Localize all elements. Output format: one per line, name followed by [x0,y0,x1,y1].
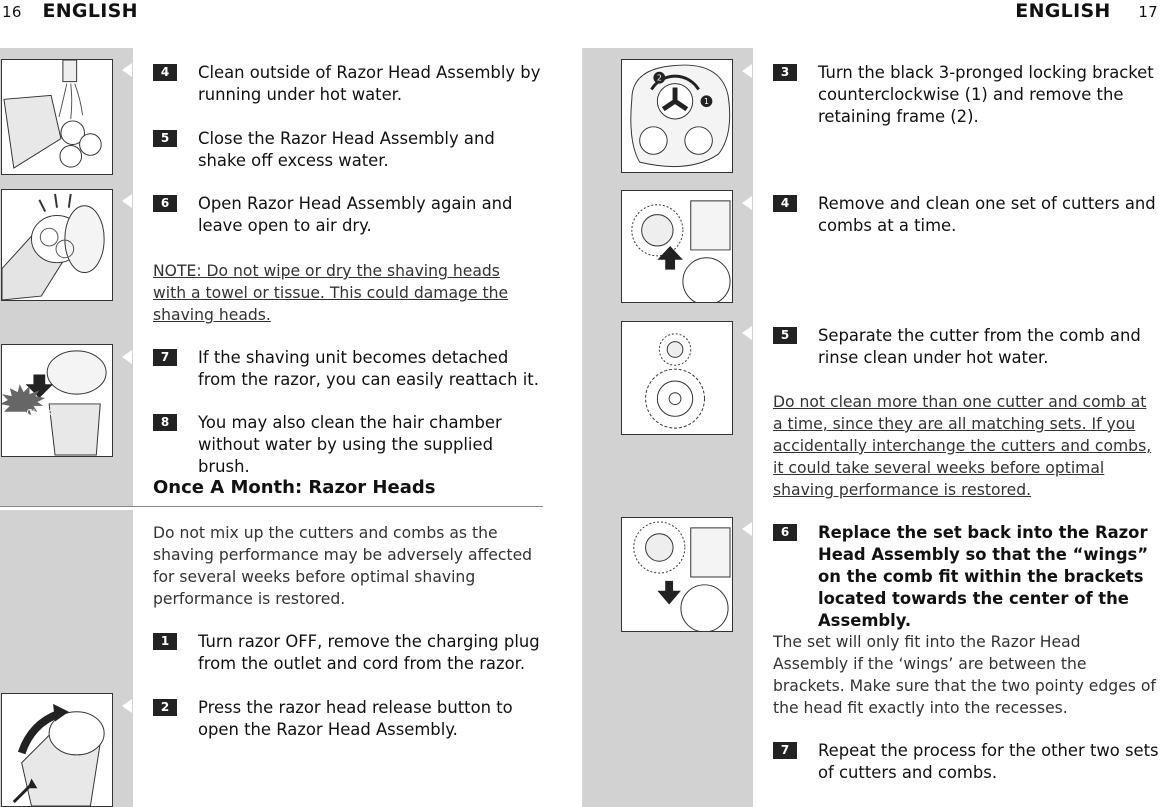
section-intro: Do not mix up the cutters and combs as the shaving performance may be adversely affected for several weeks before optimal shaving performance is restored. [153,524,533,608]
step-number: 8 [153,414,177,431]
pointer-triangle [122,63,132,77]
left-page-language: ENGLISH [42,0,138,22]
illustration-remove-cutters [621,190,733,303]
step-number: 2 [153,699,177,716]
right-page-language: ENGLISH [1015,0,1111,22]
step-text: Remove and clean one set of cutters and combs at a time. [818,194,1156,235]
illustration-rinse-head [1,59,113,175]
step-text: Turn razor OFF, remove the charging plug from the outlet and cord from the razor. [198,632,540,673]
step-number: 6 [153,195,177,212]
step-text: You may also clean the hair chamber without water by using the supplied brush. [198,413,502,476]
step-number: 1 [153,633,177,650]
step-number: 7 [773,742,797,759]
step-number: 7 [153,349,177,366]
step-number: 6 [773,524,797,541]
step-number: 5 [153,130,177,147]
section-divider [0,506,543,507]
step-text: Replace the set back into the Razor Head Assembly so that the “wings” on the comb fit within the brackets located towards the center of the Assembly. [818,523,1149,630]
pointer-triangle [742,196,752,210]
pointer-triangle [122,699,132,713]
right-page-header [1015,0,1158,22]
right-page-number: 17 [1138,3,1158,21]
callout-1: 1 [703,97,709,107]
pointer-triangle [122,194,132,208]
step-text: Clean outside of Razor Head Assembly by running under hot water. [198,63,541,104]
fit-note: The set will only fit into the Razor Head Assembly if the ‘wings’ are between the brackets. Make sure that the two pointy edges of the head fit exactly into the recesses. [773,633,1156,717]
step-text: Repeat the process for the other two sets of cutters and combs. [818,741,1159,782]
illustration-locking-bracket [621,59,733,173]
pointer-triangle [742,522,752,536]
warning-one-cutter-at-a-time: Do not clean more than one cutter and comb at a time, since they are all matching sets. If you accidentally interchange the cutters and combs, it could take several weeks before optimal shaving performance is restored. [773,393,1152,499]
pointer-triangle [742,326,752,340]
step-text: Open Razor Head Assembly again and leave open to air dry. [198,194,513,235]
illustration-reattach [1,344,113,457]
left-page-number: 16 [2,3,22,21]
illustration-replace-set [621,517,733,632]
callout-2: 2 [656,73,662,83]
section-title-once-a-month: Once A Month: Razor Heads [153,477,436,498]
step-text: If the shaving unit becomes detached from the razor, you can easily reattach it. [198,348,539,389]
step-text: Close the Razor Head Assembly and shake off excess water. [198,129,495,170]
step-number: 3 [773,64,797,81]
step-text: Press the razor head release button to open the Razor Head Assembly. [198,698,513,739]
pointer-triangle [742,64,752,78]
illustration-release-button [1,693,113,807]
pointer-triangle [122,350,132,364]
left-page-header [2,0,138,22]
click-label: CLICK [26,408,53,419]
illustration-separate-cutter [621,321,733,435]
note-do-not-wipe: NOTE: Do not wipe or dry the shaving heads with a towel or tissue. This could damage the shaving heads. [153,262,509,324]
step-number: 4 [153,64,177,81]
step-text: Separate the cutter from the comb and rinse clean under hot water. [818,326,1141,367]
step-number: 4 [773,195,797,212]
illustration-open-dry [1,189,113,301]
step-number: 5 [773,327,797,344]
step-text: Turn the black 3-pronged locking bracket counterclockwise (1) and remove the retaining frame (2). [818,63,1154,126]
